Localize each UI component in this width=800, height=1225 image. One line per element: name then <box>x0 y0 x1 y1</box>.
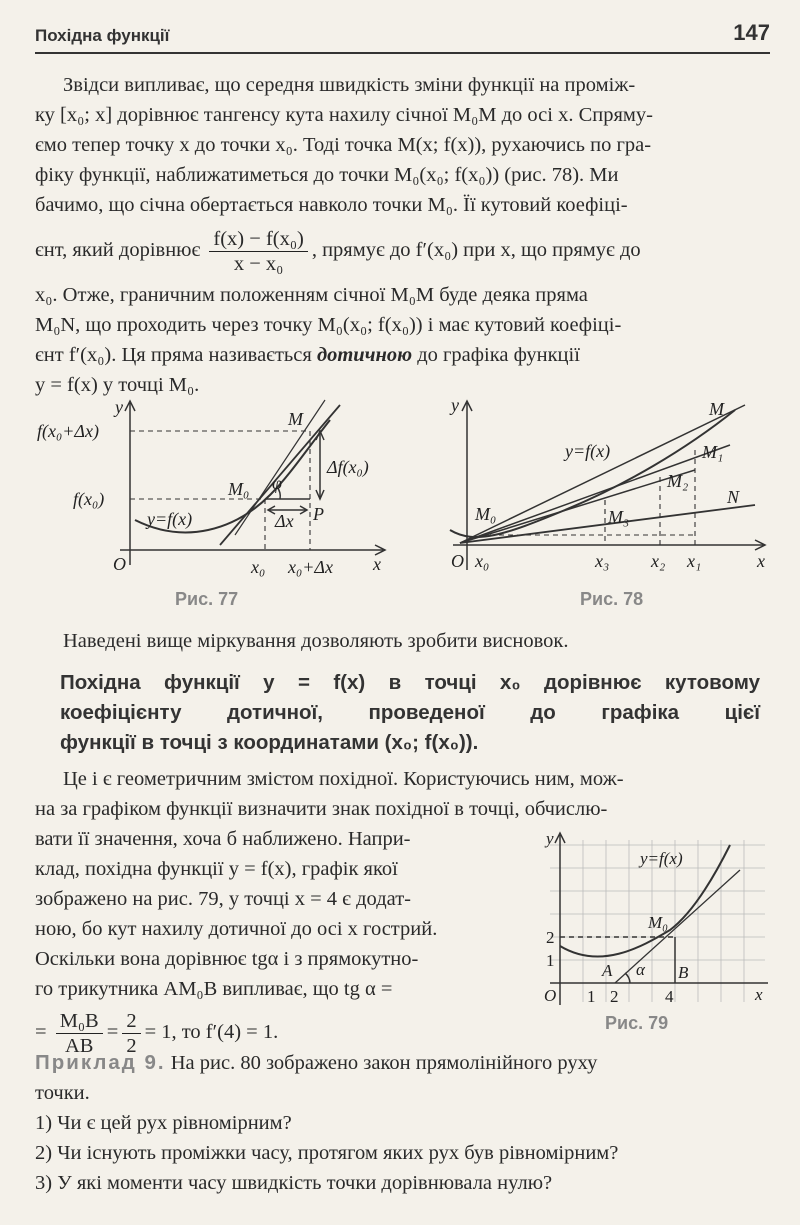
label-x: x <box>755 985 763 1004</box>
tick-y2: 2 <box>546 928 555 947</box>
label-x2: x₂ <box>651 551 666 571</box>
label-delta-f: Δf(x₀) <box>327 457 369 477</box>
caption-fig78: Рис. 78 <box>580 589 644 609</box>
example-9 <box>35 1048 775 1198</box>
text-line-with-fraction: єнт, який дорівнює $\frac{\text{f(x) − f(x₀)}}{\text{x − x₀}}$ , прямує до f′(x₀) при x, що прямує до <box>35 227 641 275</box>
label-origin: O <box>451 551 464 571</box>
label-N: N <box>727 487 740 507</box>
figure-79 <box>540 830 775 1015</box>
text-line: вати її значення, хоча б наближено. Напри- <box>35 828 411 850</box>
text-line: x₀. Отже, граничним положенням січної M₀M буде деяка пряма <box>35 284 588 306</box>
text-line: M₀N, що проходить через точку M₀(x₀; f(x₀)) і має кутовий коефіці- <box>35 314 622 336</box>
text-line: го трикутника AM₀B випливає, що tg α = <box>35 978 393 1000</box>
figure-77 <box>35 395 395 615</box>
label-curve: y=f(x) <box>147 509 193 529</box>
question-2: 2) Чи існують проміжки часу, протягом яких рух був рівномірним? <box>35 1142 619 1164</box>
text-line: ку [x₀; x] дорівнює тангенсу кута нахилу січної M₀M до осі x. Спряму- <box>35 104 653 126</box>
label-x0: x₀ <box>251 557 266 577</box>
theorem-line: функції в точці з координатами (x₀; f(x₀)). <box>60 731 479 754</box>
label-M3: M₃ <box>608 507 630 527</box>
label-alpha: α <box>636 960 645 979</box>
fraction-m0b-ab: $\frac{\text{M₀B}}{AB}$ <box>56 1009 103 1058</box>
label-M1: M₁ <box>702 442 724 462</box>
label-fx0-dx: f(x₀+Δx) <box>37 421 99 441</box>
question-1: 1) Чи є цей рух рівномірним? <box>35 1112 292 1134</box>
secant-M <box>460 405 745 543</box>
question-3: 3) У які моменти часу швидкість точки дорівнювала нулю? <box>35 1172 553 1194</box>
tick-1: 1 <box>587 987 596 1006</box>
text-line: ємо тепер точку x до точки x₀. Тоді точка M(x; f(x)), рухаючись по гра- <box>35 134 652 156</box>
example-label: Приклад 9. <box>35 1051 166 1074</box>
paragraph-secant <box>35 70 775 400</box>
text-line: y = f(x) у точці M₀. <box>35 374 200 396</box>
theorem-line: коефіцієнту дотичної, проведеної до графіка цієї <box>60 701 760 724</box>
page-header <box>35 18 770 54</box>
text-line: фіку функції, наближатиметься до точки M₀(x₀; f(x₀)) (рис. 78). Ми <box>35 164 619 186</box>
paragraph-geometric-meaning-wrap <box>35 824 530 1060</box>
label-x1: x₁ <box>687 551 702 571</box>
label-M0: M₀ <box>228 479 250 499</box>
fraction-2-2: $\frac{2}{2}$ <box>122 1009 140 1058</box>
paragraph-conclusion <box>35 626 775 656</box>
slope-fraction: $\frac{\text{f(x) − f(x₀)}}{\text{x − x₀}}$ <box>209 227 307 276</box>
label-curve: y=f(x) <box>640 849 683 868</box>
label-x3: x₃ <box>595 551 610 571</box>
text-line: Наведені вище міркування дозволяють зробити висновок. <box>63 630 569 652</box>
tick-4: 4 <box>665 987 674 1006</box>
label-A: A <box>602 961 613 980</box>
page-number: 147 <box>733 20 770 45</box>
caption-fig77: Рис. 77 <box>175 589 239 609</box>
label-origin: O <box>113 554 126 574</box>
label-y: y <box>451 395 459 415</box>
text-line: зображено на рис. 79, у точці x = 4 є додат- <box>35 888 411 910</box>
text-line: єнт f′(x₀). Ця пряма називається дотичною до графіка функції <box>35 344 580 366</box>
label-fx0: f(x₀) <box>73 489 105 509</box>
label-x: x <box>757 551 765 571</box>
tick-y1: 1 <box>546 951 555 970</box>
label-M0: M₀ <box>475 504 497 524</box>
label-y: y <box>115 397 123 417</box>
text-line-with-fractions: = $\frac{\text{M₀B}}{AB}$ = $\frac{2}{2}$ = 1, то f′(4) = 1. <box>35 1009 279 1057</box>
label-y: y <box>546 830 554 848</box>
label-M0: M₀ <box>648 913 669 932</box>
label-x0: x₀ <box>475 551 490 571</box>
term-tangent: дотичною <box>316 344 413 366</box>
text-line: ною, бо кут нахилу дотичної до осі x гострий. <box>35 918 438 940</box>
label-M: M <box>288 409 303 429</box>
theorem-block <box>60 668 760 758</box>
label-delta-x: Δx <box>275 511 294 531</box>
figure-78 <box>445 395 775 595</box>
caption-fig79: Рис. 79 <box>605 1013 669 1033</box>
label-x0-dx: x₀+Δx <box>288 557 333 577</box>
paragraph-geometric-meaning-top <box>35 764 775 824</box>
text-line: Звідси випливає, що середня швидкість зміни функції на проміж- <box>63 74 636 96</box>
example-intro: Приклад 9. На рис. 80 зображено закон прямолінійного руху <box>35 1051 598 1074</box>
text-line: Оскільки вона дорівнює tgα і з прямокутно- <box>35 948 419 970</box>
label-M: M <box>709 399 724 419</box>
label-B: B <box>678 963 689 982</box>
text-line: точки. <box>35 1082 90 1104</box>
text-line: бачимо, що січна обертається навколо точки M₀. Її кутовий коефіці- <box>35 194 628 216</box>
text-line: Це і є геометричним змістом похідної. Користуючись ним, мож- <box>63 768 624 790</box>
label-P: P <box>313 504 324 524</box>
running-title: Похідна функції <box>35 26 170 45</box>
text-line: клад, похідна функції y = f(x), графік якої <box>35 858 398 880</box>
label-x: x <box>373 554 381 574</box>
label-phi: φ <box>272 473 282 493</box>
label-origin: O <box>544 986 557 1005</box>
text-line: на за графіком функції визначити знак похідної в точці, обчислю- <box>35 798 608 820</box>
label-M2: M₂ <box>667 471 689 491</box>
tick-2: 2 <box>610 987 619 1006</box>
label-curve: y=f(x) <box>565 441 611 461</box>
theorem-line: Похідна функції y = f(x) в точці x₀ дорівнює кутовому <box>60 671 760 694</box>
